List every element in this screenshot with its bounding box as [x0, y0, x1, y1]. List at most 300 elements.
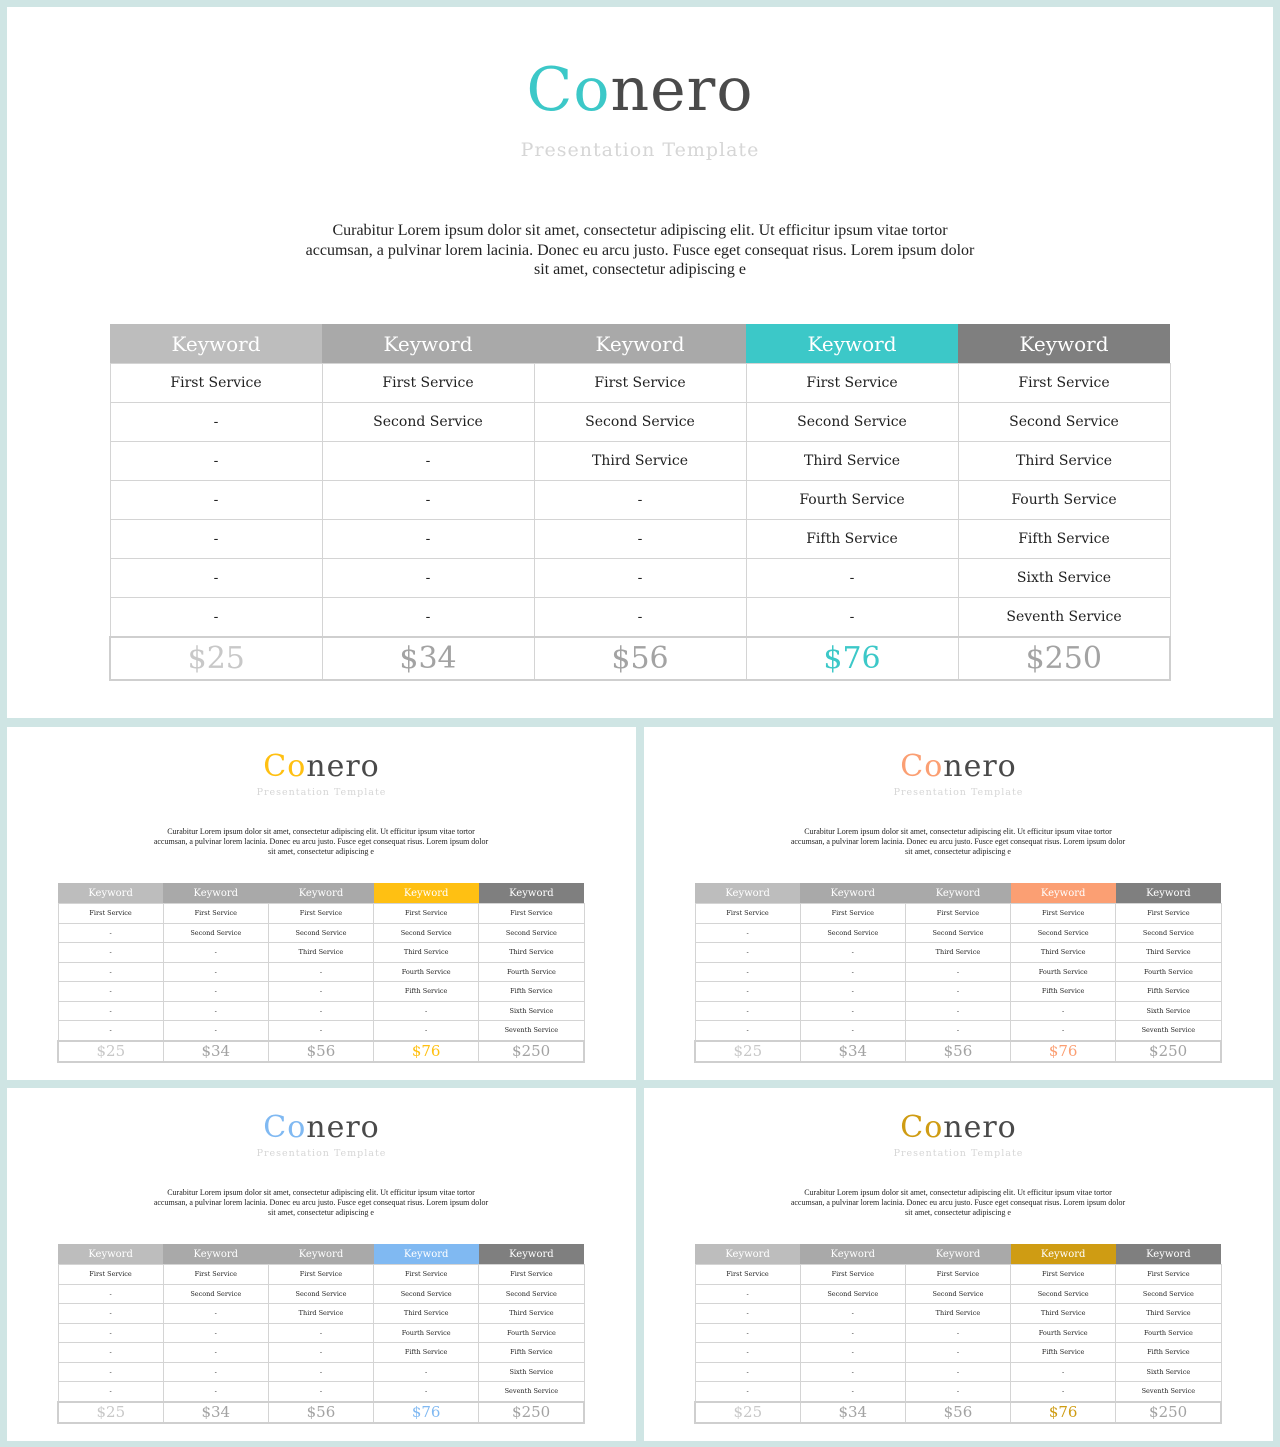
column-header-1: Keyword [110, 324, 322, 364]
service-cell: First Service [268, 1265, 373, 1285]
service-cell: First Service [479, 1265, 584, 1285]
service-cell: Fifth Service [479, 1343, 584, 1363]
column-header-4: Keyword [374, 1244, 479, 1265]
table-row [695, 943, 1221, 963]
table-row [58, 1323, 584, 1343]
service-cell: - [905, 1021, 1010, 1041]
service-cell: - [534, 598, 746, 638]
column-header-3: Keyword [268, 883, 373, 904]
slide-orange-variant [644, 727, 1273, 1080]
price-cell-5: $250 [479, 1402, 584, 1423]
service-cell: Second Service [1011, 1284, 1116, 1304]
service-cell: - [163, 1323, 268, 1343]
service-cell: Fifth Service [374, 982, 479, 1002]
header-row [58, 883, 584, 904]
column-header-4: Keyword [1011, 883, 1116, 904]
service-cell: First Service [479, 904, 584, 924]
title-rest: nero [943, 1110, 1017, 1145]
service-cell: Third Service [1011, 943, 1116, 963]
service-cell: Seventh Service [958, 598, 1170, 638]
service-cell: - [58, 1382, 163, 1402]
slide-title [7, 1110, 636, 1145]
service-cell: Second Service [534, 403, 746, 442]
pricing-table [57, 1244, 585, 1424]
service-cell: - [163, 982, 268, 1002]
title-accent-letters: Co [900, 1110, 944, 1145]
service-cell: Third Service [1116, 943, 1221, 963]
table-row [695, 1265, 1221, 1285]
service-cell: - [905, 1001, 1010, 1021]
body-line: Curabitur Lorem ipsum dolor sit amet, consectetur adipiscing elit. Ut efficitur ipsum vitae tortor [332, 222, 948, 239]
service-cell: Seventh Service [479, 1021, 584, 1041]
service-cell: - [695, 1343, 800, 1363]
title-accent-letters: Co [263, 1110, 307, 1145]
table-row [58, 1001, 584, 1021]
title-rest: nero [306, 1110, 380, 1145]
body-line: sit amet, consectetur adipiscing e [905, 847, 1011, 856]
service-cell: - [695, 943, 800, 963]
service-cell: - [268, 962, 373, 982]
table-row [695, 962, 1221, 982]
price-cell-3: $56 [268, 1402, 373, 1423]
service-cell: - [695, 1362, 800, 1382]
table-row [110, 442, 1170, 481]
service-cell: - [58, 962, 163, 982]
table-row [110, 598, 1170, 638]
service-cell: - [110, 442, 322, 481]
price-cell-3: $56 [534, 637, 746, 680]
slide-subtitle: Presentation Template [893, 787, 1024, 798]
service-cell: First Service [958, 364, 1170, 403]
service-cell: - [905, 1382, 1010, 1402]
price-cell-5: $250 [1116, 1041, 1221, 1062]
column-header-1: Keyword [695, 1244, 800, 1265]
table-row [58, 904, 584, 924]
slide-blue-variant [7, 1088, 636, 1441]
service-cell: - [695, 962, 800, 982]
service-cell: Fourth Service [958, 481, 1170, 520]
table-row [110, 403, 1170, 442]
service-cell: - [110, 559, 322, 598]
column-header-5: Keyword [958, 324, 1170, 364]
price-cell-4: $76 [1011, 1402, 1116, 1423]
service-cell: First Service [1011, 1265, 1116, 1285]
service-cell: - [374, 1001, 479, 1021]
service-cell: - [374, 1382, 479, 1402]
title-rest: nero [943, 749, 1017, 784]
service-cell: - [800, 1323, 905, 1343]
service-cell: - [746, 559, 958, 598]
service-cell: - [695, 1382, 800, 1402]
service-cell: First Service [534, 364, 746, 403]
title-rest: nero [306, 749, 380, 784]
service-cell: - [110, 481, 322, 520]
service-cell: - [1011, 1001, 1116, 1021]
table-row [695, 1001, 1221, 1021]
service-cell: - [534, 520, 746, 559]
service-cell: Second Service [268, 923, 373, 943]
column-header-1: Keyword [695, 883, 800, 904]
price-cell-2: $34 [322, 637, 534, 680]
table-row [58, 1021, 584, 1041]
price-row [695, 1402, 1221, 1423]
price-cell-5: $250 [958, 637, 1170, 680]
service-cell: - [322, 481, 534, 520]
body-paragraph [748, 827, 1168, 857]
column-header-1: Keyword [58, 1244, 163, 1265]
service-cell: - [534, 559, 746, 598]
body-line: accumsan, a pulvinar lorem lacinia. Donec eu arcu justo. Fusce eget consequat risus. Lorem ipsum dolor [790, 1198, 1126, 1207]
service-cell: - [163, 1021, 268, 1041]
service-cell: - [695, 1323, 800, 1343]
pricing-table [57, 883, 585, 1063]
service-cell: - [268, 982, 373, 1002]
service-cell: Second Service [905, 923, 1010, 943]
service-cell: Second Service [322, 403, 534, 442]
service-cell: - [322, 520, 534, 559]
service-cell: - [268, 1362, 373, 1382]
price-cell-2: $34 [800, 1041, 905, 1062]
service-cell: Second Service [800, 1284, 905, 1304]
price-row [695, 1041, 1221, 1062]
service-cell: - [534, 481, 746, 520]
service-cell: - [268, 1021, 373, 1041]
service-cell: Sixth Service [479, 1001, 584, 1021]
table-row [695, 1343, 1221, 1363]
column-header-5: Keyword [1116, 883, 1221, 904]
service-cell: First Service [905, 1265, 1010, 1285]
service-cell: Third Service [1116, 1304, 1221, 1324]
service-cell: Second Service [800, 923, 905, 943]
service-cell: Second Service [746, 403, 958, 442]
service-cell: - [163, 1304, 268, 1324]
service-cell: First Service [163, 904, 268, 924]
service-cell: First Service [746, 364, 958, 403]
table-row [58, 1362, 584, 1382]
service-cell: - [58, 1304, 163, 1324]
price-cell-2: $34 [163, 1402, 268, 1423]
table-row [58, 1265, 584, 1285]
service-cell: Seventh Service [479, 1382, 584, 1402]
column-header-5: Keyword [1116, 1244, 1221, 1265]
body-line: sit amet, consectetur adipiscing e [534, 261, 746, 278]
service-cell: Second Service [1116, 1284, 1221, 1304]
service-cell: Seventh Service [1116, 1021, 1221, 1041]
service-cell: - [268, 1382, 373, 1402]
slide-subtitle: Presentation Template [520, 139, 760, 161]
price-cell-1: $25 [58, 1402, 163, 1423]
service-cell: Fourth Service [1116, 962, 1221, 982]
service-cell: Third Service [905, 1304, 1010, 1324]
column-header-2: Keyword [800, 1244, 905, 1265]
slide-subtitle: Presentation Template [256, 787, 387, 798]
service-cell: - [800, 1382, 905, 1402]
service-cell: Fifth Service [1011, 982, 1116, 1002]
service-cell: Fifth Service [374, 1343, 479, 1363]
service-cell: Second Service [163, 1284, 268, 1304]
service-cell: - [746, 598, 958, 638]
price-cell-3: $56 [905, 1041, 1010, 1062]
service-cell: - [695, 923, 800, 943]
table-row [695, 1284, 1221, 1304]
table-row [110, 364, 1170, 403]
body-line: Curabitur Lorem ipsum dolor sit amet, consectetur adipiscing elit. Ut efficitur ipsum vitae tortor [167, 1188, 475, 1197]
column-header-3: Keyword [905, 1244, 1010, 1265]
service-cell: - [163, 943, 268, 963]
price-cell-4: $76 [1011, 1041, 1116, 1062]
column-header-3: Keyword [268, 1244, 373, 1265]
service-cell: - [905, 982, 1010, 1002]
service-cell: Third Service [958, 442, 1170, 481]
price-row [110, 637, 1170, 680]
table-row [110, 481, 1170, 520]
service-cell: First Service [58, 904, 163, 924]
title-accent-letters: Co [263, 749, 307, 784]
table-row [58, 923, 584, 943]
body-paragraph [748, 1188, 1168, 1218]
service-cell: - [800, 1021, 905, 1041]
slide-title [7, 55, 1273, 125]
price-row [58, 1041, 584, 1062]
header-row [58, 1244, 584, 1265]
body-line: Curabitur Lorem ipsum dolor sit amet, consectetur adipiscing elit. Ut efficitur ipsum vitae tortor [804, 1188, 1112, 1197]
table-row [110, 520, 1170, 559]
body-line: sit amet, consectetur adipiscing e [268, 1208, 374, 1217]
price-row [58, 1402, 584, 1423]
table-row [695, 1304, 1221, 1324]
service-cell: Second Service [479, 1284, 584, 1304]
service-cell: - [800, 1304, 905, 1324]
service-cell: Fourth Service [1011, 962, 1116, 982]
column-header-1: Keyword [58, 883, 163, 904]
service-cell: - [268, 1323, 373, 1343]
column-header-4: Keyword [746, 324, 958, 364]
service-cell: First Service [374, 1265, 479, 1285]
service-cell: Third Service [374, 943, 479, 963]
service-cell: Second Service [268, 1284, 373, 1304]
service-cell: - [58, 1021, 163, 1041]
column-header-4: Keyword [1011, 1244, 1116, 1265]
service-cell: - [163, 1362, 268, 1382]
service-cell: First Service [58, 1265, 163, 1285]
body-line: sit amet, consectetur adipiscing e [268, 847, 374, 856]
table-row [58, 1284, 584, 1304]
service-cell: First Service [163, 1265, 268, 1285]
price-cell-1: $25 [110, 637, 322, 680]
body-line: accumsan, a pulvinar lorem lacinia. Donec eu arcu justo. Fusce eget consequat risus. Lorem ipsum dolor [153, 837, 489, 846]
service-cell: Sixth Service [958, 559, 1170, 598]
price-cell-2: $34 [800, 1402, 905, 1423]
body-line: accumsan, a pulvinar lorem lacinia. Donec eu arcu justo. Fusce eget consequat risus. Lorem ipsum dolor [790, 837, 1126, 846]
service-cell: Seventh Service [1116, 1382, 1221, 1402]
service-cell: - [905, 1343, 1010, 1363]
service-cell: First Service [322, 364, 534, 403]
table-row [695, 982, 1221, 1002]
service-cell: Second Service [1116, 923, 1221, 943]
service-cell: - [163, 1001, 268, 1021]
service-cell: Fourth Service [479, 962, 584, 982]
service-cell: - [110, 598, 322, 638]
service-cell: Sixth Service [1116, 1001, 1221, 1021]
service-cell: Second Service [1011, 923, 1116, 943]
body-paragraph [111, 827, 531, 857]
table-row [58, 1343, 584, 1363]
body-line: Curabitur Lorem ipsum dolor sit amet, consectetur adipiscing elit. Ut efficitur ipsum vitae tortor [167, 827, 475, 836]
service-cell: Third Service [746, 442, 958, 481]
price-cell-2: $34 [163, 1041, 268, 1062]
body-paragraph [111, 1188, 531, 1218]
service-cell: Third Service [268, 1304, 373, 1324]
slide-main [7, 7, 1273, 718]
table-row [110, 559, 1170, 598]
service-cell: - [268, 1343, 373, 1363]
service-cell: - [695, 1284, 800, 1304]
column-header-2: Keyword [322, 324, 534, 364]
table-row [695, 923, 1221, 943]
service-cell: - [58, 943, 163, 963]
service-cell: Sixth Service [479, 1362, 584, 1382]
service-cell: - [268, 1001, 373, 1021]
service-cell: Sixth Service [1116, 1362, 1221, 1382]
service-cell: Fourth Service [374, 1323, 479, 1343]
pricing-table [694, 883, 1222, 1063]
service-cell: Second Service [479, 923, 584, 943]
service-cell: Third Service [534, 442, 746, 481]
slide-gold-variant [644, 1088, 1273, 1441]
service-cell: Second Service [163, 923, 268, 943]
table-row [695, 1021, 1221, 1041]
service-cell: First Service [374, 904, 479, 924]
service-cell: - [374, 1362, 479, 1382]
price-cell-3: $56 [268, 1041, 373, 1062]
table-row [695, 1362, 1221, 1382]
service-cell: First Service [1116, 904, 1221, 924]
slide-yellow-variant [7, 727, 636, 1080]
service-cell: - [1011, 1362, 1116, 1382]
service-cell: First Service [1011, 904, 1116, 924]
slide-title [7, 749, 636, 784]
service-cell: - [58, 923, 163, 943]
title-rest: nero [610, 55, 754, 125]
service-cell: - [695, 1304, 800, 1324]
service-cell: Third Service [268, 943, 373, 963]
price-cell-4: $76 [746, 637, 958, 680]
service-cell: - [322, 442, 534, 481]
column-header-5: Keyword [479, 1244, 584, 1265]
service-cell: - [905, 1362, 1010, 1382]
service-cell: - [905, 1323, 1010, 1343]
pricing-table [109, 324, 1171, 681]
table-row [58, 962, 584, 982]
service-cell: - [322, 559, 534, 598]
slide-title [644, 1110, 1273, 1145]
service-cell: - [905, 962, 1010, 982]
service-cell: Fifth Service [1116, 982, 1221, 1002]
service-cell: - [695, 1021, 800, 1041]
service-cell: First Service [800, 904, 905, 924]
service-cell: First Service [800, 1265, 905, 1285]
service-cell: Fourth Service [746, 481, 958, 520]
service-cell: Third Service [374, 1304, 479, 1324]
service-cell: - [800, 1343, 905, 1363]
service-cell: Fifth Service [479, 982, 584, 1002]
service-cell: - [800, 943, 905, 963]
service-cell: - [800, 1001, 905, 1021]
service-cell: - [800, 1362, 905, 1382]
column-header-2: Keyword [163, 883, 268, 904]
column-header-3: Keyword [905, 883, 1010, 904]
service-cell: Third Service [479, 943, 584, 963]
service-cell: Third Service [905, 943, 1010, 963]
service-cell: - [58, 1343, 163, 1363]
price-cell-1: $25 [695, 1041, 800, 1062]
service-cell: First Service [1116, 1265, 1221, 1285]
pricing-table [694, 1244, 1222, 1424]
service-cell: - [58, 1362, 163, 1382]
service-cell: First Service [695, 904, 800, 924]
table-row [58, 982, 584, 1002]
service-cell: Fourth Service [1116, 1323, 1221, 1343]
slide-subtitle: Presentation Template [893, 1148, 1024, 1159]
service-cell: Fourth Service [1011, 1323, 1116, 1343]
price-cell-4: $76 [374, 1402, 479, 1423]
column-header-4: Keyword [374, 883, 479, 904]
column-header-2: Keyword [800, 883, 905, 904]
service-cell: First Service [268, 904, 373, 924]
body-line: accumsan, a pulvinar lorem lacinia. Donec eu arcu justo. Fusce eget consequat risus. Lorem ipsum dolor [153, 1198, 489, 1207]
price-cell-5: $250 [479, 1041, 584, 1062]
header-row [695, 883, 1221, 904]
body-line: accumsan, a pulvinar lorem lacinia. Donec eu arcu justo. Fusce eget consequat risus. Lorem ipsum dolor [305, 241, 975, 259]
table-row [695, 904, 1221, 924]
price-cell-3: $56 [905, 1402, 1010, 1423]
table-row [58, 1382, 584, 1402]
service-cell: Fifth Service [746, 520, 958, 559]
service-cell: - [110, 520, 322, 559]
service-cell: Fourth Service [479, 1323, 584, 1343]
service-cell: - [800, 982, 905, 1002]
slide-subtitle: Presentation Template [256, 1148, 387, 1159]
service-cell: - [1011, 1021, 1116, 1041]
service-cell: Second Service [374, 1284, 479, 1304]
service-cell: - [163, 962, 268, 982]
service-cell: First Service [695, 1265, 800, 1285]
table-row [58, 943, 584, 963]
price-cell-1: $25 [58, 1041, 163, 1062]
service-cell: Second Service [905, 1284, 1010, 1304]
table-row [695, 1382, 1221, 1402]
column-header-2: Keyword [163, 1244, 268, 1265]
header-row [695, 1244, 1221, 1265]
service-cell: - [695, 982, 800, 1002]
service-cell: Fifth Service [1116, 1343, 1221, 1363]
service-cell: Second Service [958, 403, 1170, 442]
service-cell: - [374, 1021, 479, 1041]
column-header-5: Keyword [479, 883, 584, 904]
service-cell: Fifth Service [958, 520, 1170, 559]
service-cell: First Service [905, 904, 1010, 924]
table-row [695, 1323, 1221, 1343]
service-cell: - [1011, 1382, 1116, 1402]
price-cell-5: $250 [1116, 1402, 1221, 1423]
service-cell: - [58, 1284, 163, 1304]
service-cell: Third Service [479, 1304, 584, 1324]
service-cell: - [695, 1001, 800, 1021]
header-row [110, 324, 1170, 364]
service-cell: - [163, 1343, 268, 1363]
body-paragraph [227, 221, 1053, 280]
service-cell: - [800, 962, 905, 982]
